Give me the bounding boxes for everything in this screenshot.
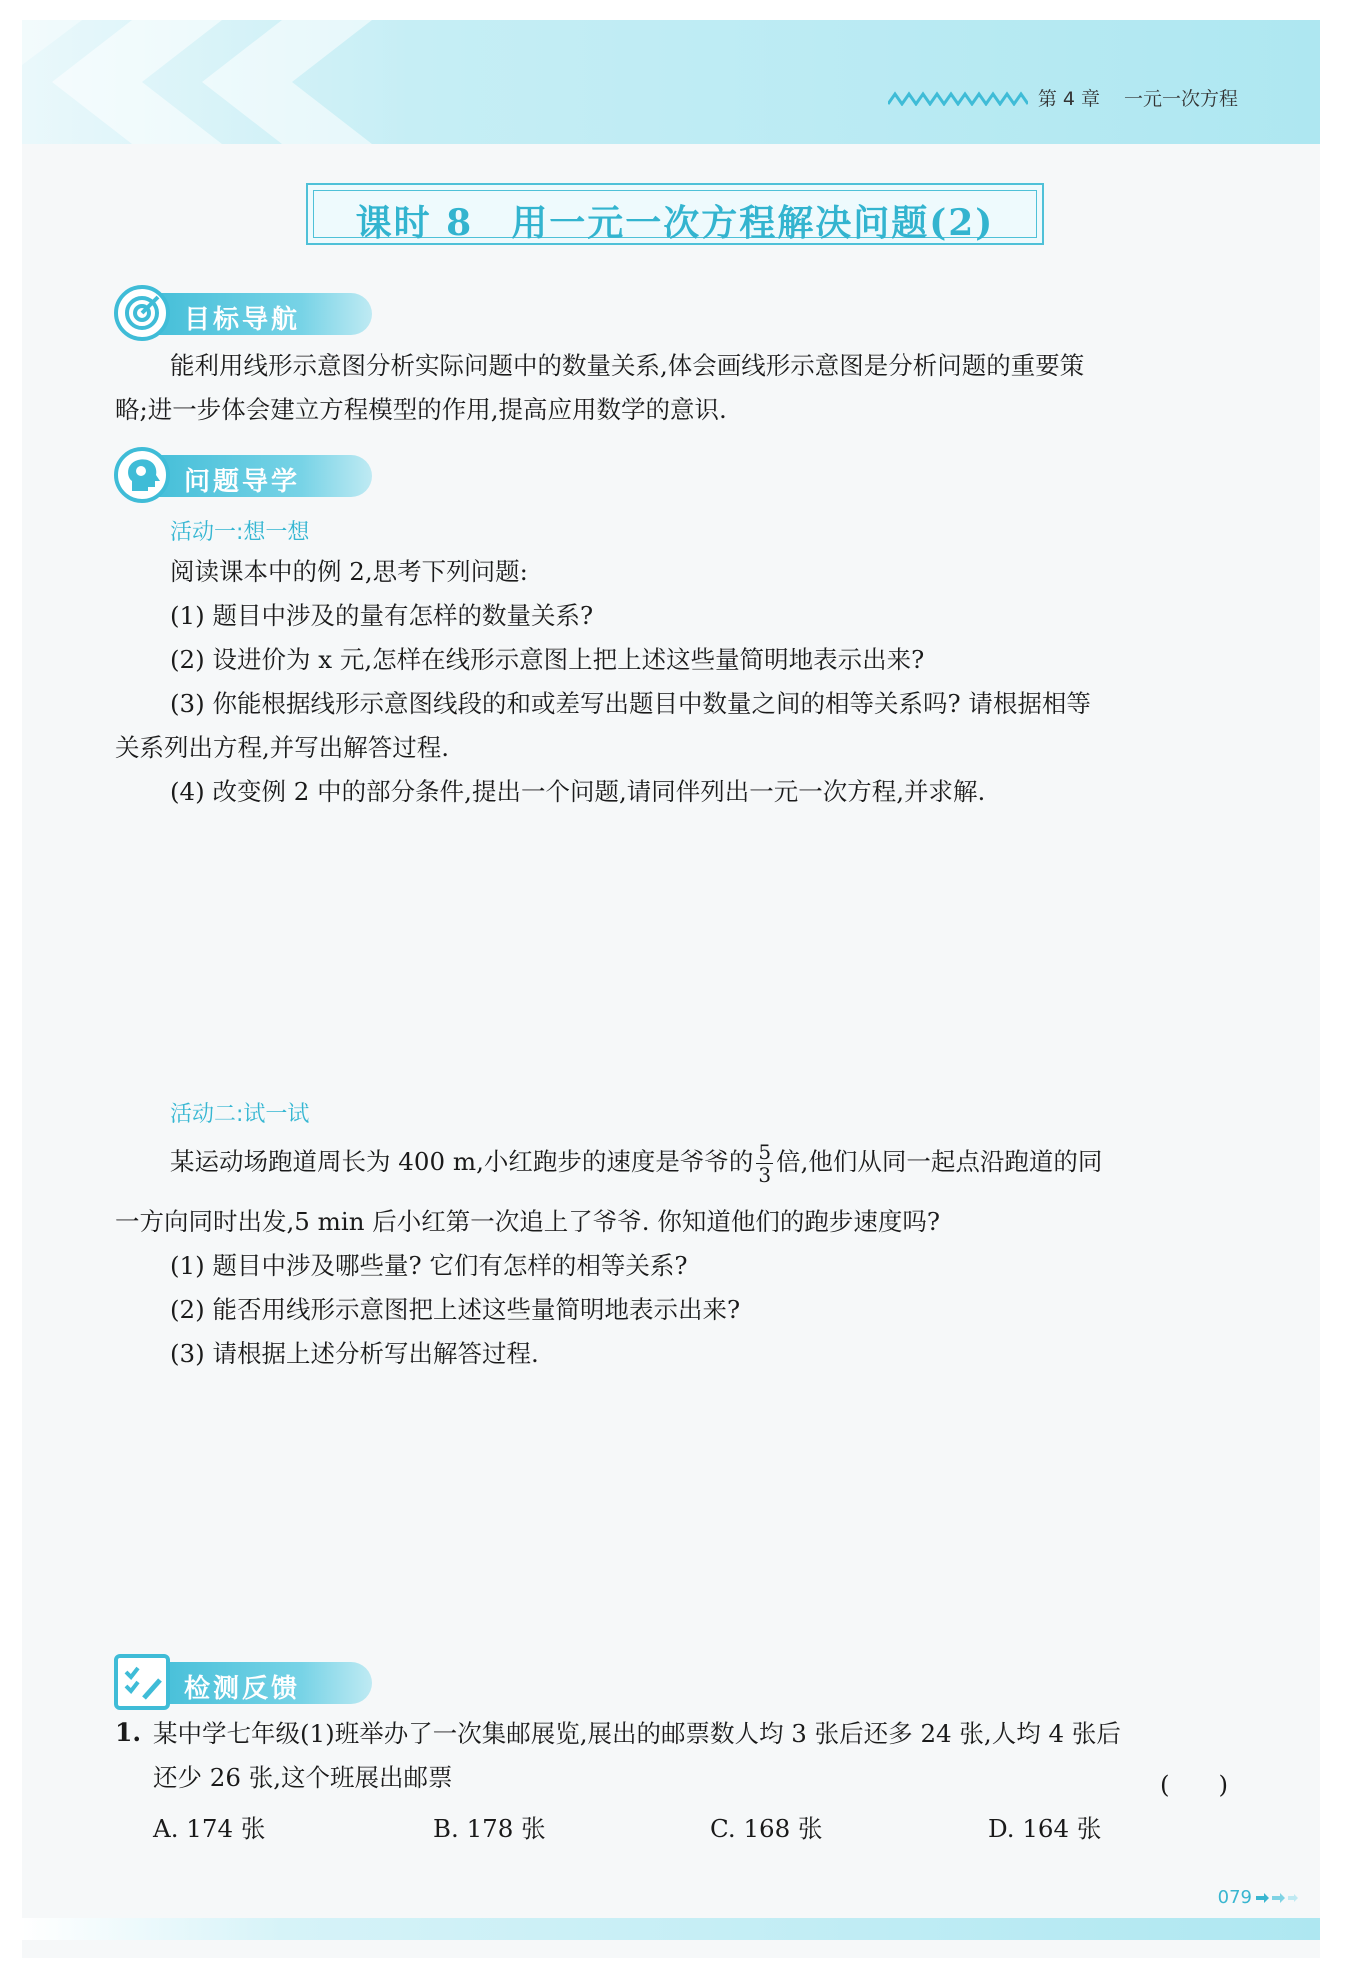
page-number-text: 079 [1217,1887,1252,1908]
chapter-title: 一元一次方程 [1123,88,1238,110]
activity2-q3: (3) 请根据上述分析写出解答过程. [170,1339,539,1368]
option-c: C. 168 张 [710,1814,823,1843]
fraction-numerator: 5 [758,1140,772,1164]
activity1-q1: (1) 题目中涉及的量有怎样的数量关系? [170,601,594,630]
question-number: 1. [115,1718,142,1747]
section-label: 目标导航 [184,305,301,335]
option-a: A. 174 张 [153,1814,266,1843]
activity1-title: 活动一:想一想 [170,520,310,545]
lesson-title-box [306,183,1044,245]
activity1-intro: 阅读课本中的例 2,思考下列问题: [170,557,528,586]
question1-line2: 还少 26 张,这个班展出邮票 [153,1763,453,1792]
question1-line1: 某中学七年级(1)班举办了一次集邮展览,展出的邮票数人均 3 张后还多 24 张,人均 4 张后 [153,1719,1121,1748]
activity2-q2: (2) 能否用线形示意图把上述这些量简明地表示出来? [170,1295,741,1324]
chapter-number: 第 4 章 [1037,88,1100,110]
fraction-denominator: 3 [758,1163,772,1187]
section-label: 检测反馈 [184,1674,301,1704]
activity2-stem-line2: 一方向同时出发,5 min 后小红第一次追上了爷爷. 你知道他们的跑步速度吗? [115,1207,941,1236]
activity2-q1: (1) 题目中涉及哪些量? 它们有怎样的相等关系? [170,1251,688,1280]
activity1-q3-line2: 关系列出方程,并写出解答过程. [115,733,450,762]
head-gear-icon [114,447,170,503]
goal-text-line2: 略;进一步体会建立方程模型的作用,提高应用数学的意识. [115,395,727,424]
target-icon [114,285,170,341]
chapter-heading [888,84,1238,111]
activity2-stem-part1: 某运动场跑道周长为 400 m,小红跑步的速度是爷爷的 [170,1147,754,1176]
activity1-q3-line1: (3) 你能根据线形示意图线段的和或差写出题目中数量之间的相等关系吗? 请根据相等 [170,689,1091,718]
activity2-stem-line1 [170,1140,1102,1186]
activity2-title: 活动二:试一试 [170,1102,310,1127]
section-tab-feedback [136,1662,372,1704]
activity2-stem-part2: 倍,他们从同一起点沿跑道的同 [776,1147,1103,1176]
section-label: 问题导学 [184,467,301,497]
lesson-title: 课时 8 用一元一次方程解决问题(2) [355,202,995,244]
page-number [1218,1887,1300,1908]
mountain-icon [888,90,1028,106]
option-b: B. 178 张 [433,1814,546,1843]
answer-bracket: ( ) [1160,1770,1229,1799]
goal-text-line1: 能利用线形示意图分析实际问题中的数量关系,体会画线形示意图是分析问题的重要策 [170,351,1085,380]
activity1-q2: (2) 设进价为 x 元,怎样在线形示意图上把上述这些量简明地表示出来? [170,645,925,674]
fraction [756,1141,773,1186]
section-tab-goal [136,293,372,335]
arrow-icon [1256,1892,1300,1904]
option-d: D. 164 张 [988,1814,1102,1843]
section-tab-guide [136,455,372,497]
activity1-q4: (4) 改变例 2 中的部分条件,提出一个问题,请同伴列出一元一次方程,并求解. [170,777,986,806]
header-banner [22,20,1320,144]
footer-strip [22,1918,1320,1940]
checklist-icon [114,1654,170,1710]
chevron-decoration [22,20,542,144]
